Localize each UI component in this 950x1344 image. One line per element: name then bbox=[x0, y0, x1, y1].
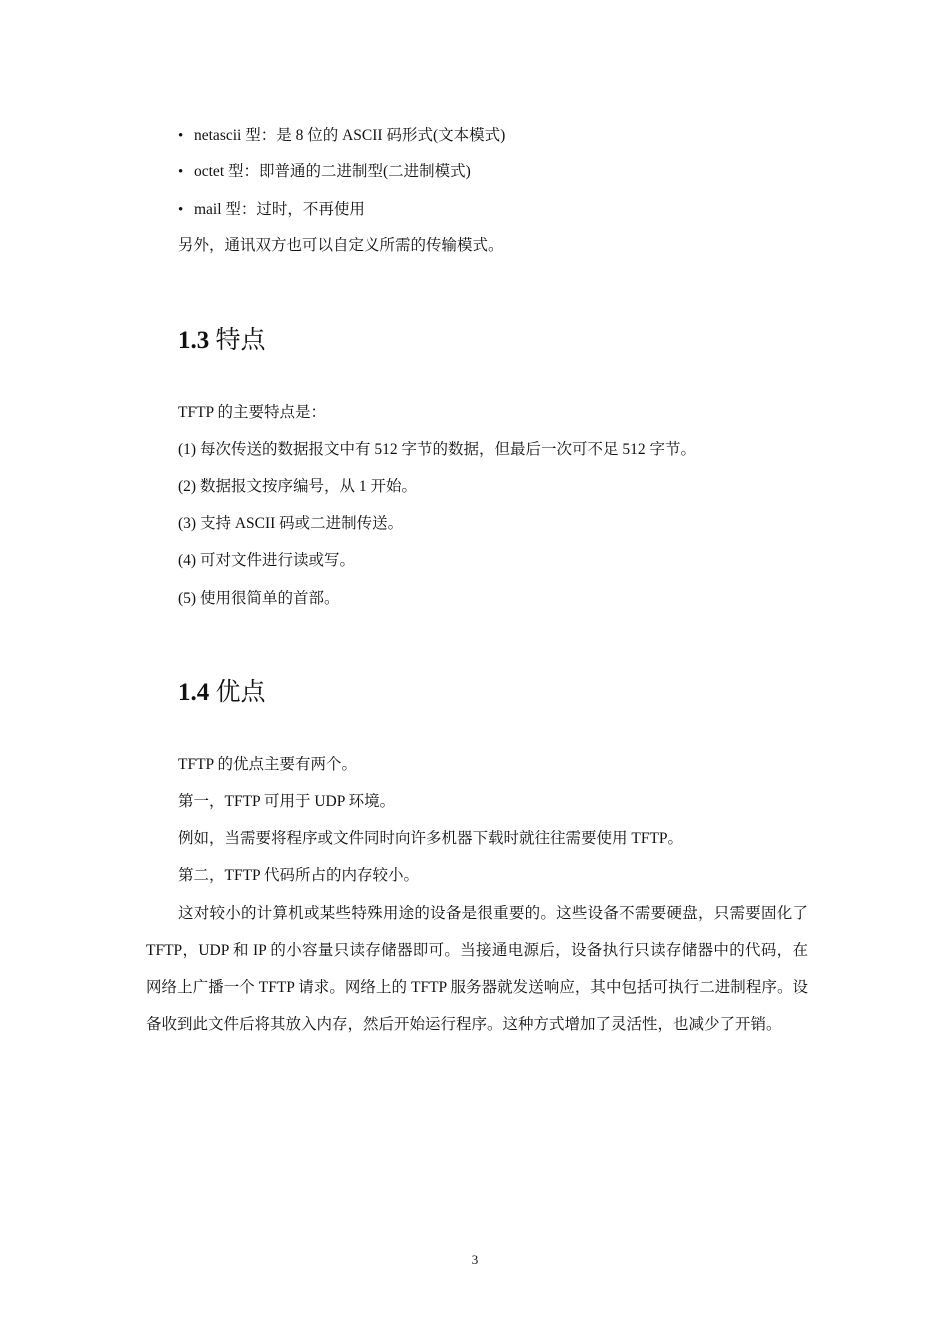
advantages-intro: TFTP 的优点主要有两个。 bbox=[178, 756, 357, 773]
feature-item: (5) 使用很简单的首部。 bbox=[178, 590, 340, 607]
section-title: 特点 bbox=[215, 327, 266, 354]
feature-item: (4) 可对文件进行读或写。 bbox=[178, 552, 355, 569]
advantage-line: 例如，当需要将程序或文件同时向许多机器下载时就往往需要使用 TFTP。 bbox=[178, 830, 684, 847]
transfer-mode-netascii: netascii 型：是 8 位的 ASCII 码形式(文本模式) bbox=[194, 127, 506, 144]
page-number: 3 bbox=[471, 1252, 479, 1267]
advantage-line: 第一，TFTP 可用于 UDP 环境。 bbox=[178, 793, 396, 810]
bullet-icon: • bbox=[178, 202, 184, 218]
section-title: 优点 bbox=[215, 679, 266, 706]
transfer-mode-octet: octet 型：即普通的二进制型(二进制模式) bbox=[194, 163, 471, 180]
feature-item: (3) 支持 ASCII 码或二进制传送。 bbox=[178, 515, 404, 532]
section-number: 1.4 bbox=[178, 679, 210, 706]
advantage-paragraph: 这对较小的计算机或某些特殊用途的设备是很重要的。这些设备不需要硬盘，只需要固化了 TFTP，UDP 和 IP 的小容量只读存储器即可。当接通电源后，设备执行只读存储器中的代码，在网络上广播一个 TFTP 请求。网络上的 TFTP 服务器就发送响应，其中包括可执行二进制程序。设备收到此文件后将其放入内存，然后开始运行程序。这种方式增加了灵活性，也减少了开销。 bbox=[146, 905, 808, 1033]
features-intro: TFTP 的主要特点是： bbox=[178, 404, 326, 421]
advantage-line: 第二，TFTP 代码所占的内存较小。 bbox=[178, 867, 419, 884]
feature-item: (2) 数据报文按序编号，从 1 开始。 bbox=[178, 478, 417, 495]
bullet-icon: • bbox=[178, 164, 184, 180]
section-number: 1.3 bbox=[178, 327, 210, 354]
bullet-icon: • bbox=[178, 128, 184, 144]
modes-note: 另外，通讯双方也可以自定义所需的传输模式。 bbox=[178, 237, 504, 254]
section-heading-1-3 bbox=[178, 326, 266, 356]
feature-item: (1) 每次传送的数据报文中有 512 字节的数据，但最后一次可不足 512 字节。 bbox=[178, 441, 696, 458]
section-heading-1-4 bbox=[178, 678, 266, 708]
transfer-mode-mail: mail 型：过时，不再使用 bbox=[194, 201, 365, 218]
